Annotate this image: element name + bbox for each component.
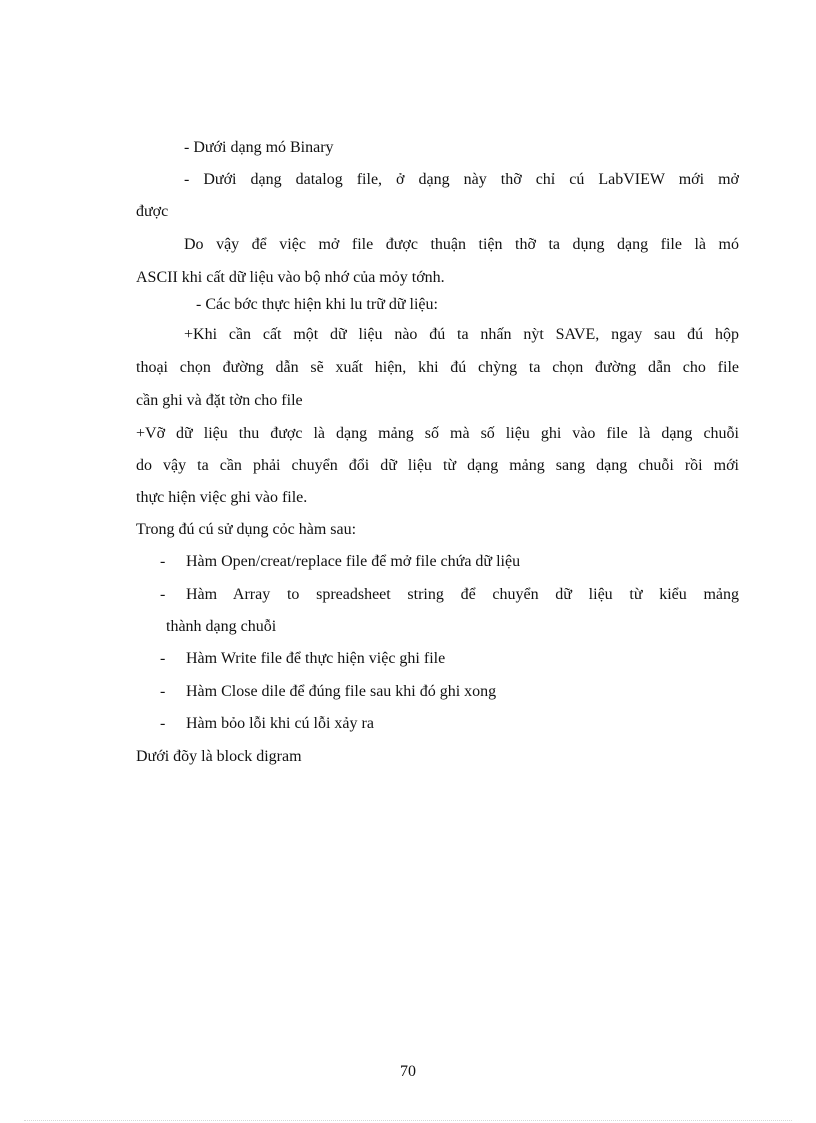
list-item: Hàm bỏo lỗi khi cú lỗi xảy ra — [186, 715, 374, 732]
text-line: thực hiện việc ghi vào file. — [136, 489, 308, 506]
list-item: Hàm Write file để thực hiện việc ghi file — [186, 650, 446, 667]
list-item: Hàm Open/creat/replace file để mở file chứa dữ liệu — [186, 553, 521, 570]
text-line: được — [136, 203, 169, 220]
list-item-continuation: thành dạng chuỗi — [166, 618, 277, 635]
page-number: 70 — [400, 1063, 416, 1080]
text-line: thoại chọn đường dẫn sẽ xuất hiện, khi đú chỳng ta chọn đường dẫn cho file — [136, 359, 739, 376]
bullet-dash: - — [160, 715, 166, 732]
text-line: cần ghi và đặt tờn cho file — [136, 392, 303, 409]
bullet-dash: - — [160, 683, 166, 700]
text-line: +Khi cần cất một dữ liệu nào đú ta nhấn nỳt SAVE, ngay sau đú hộp — [184, 326, 739, 343]
text-line: - Dưới dạng mó Binary — [184, 139, 334, 156]
text-line: Dưới đõy là block digram — [136, 748, 302, 765]
page-divider — [24, 1120, 792, 1121]
bullet-dash: - — [160, 553, 166, 570]
text-line: Do vậy để việc mở file được thuận tiện thỡ ta dụng dạng file là mó — [184, 236, 739, 253]
text-line: - Các bớc thực hiện khi lu trữ dữ liệu: — [196, 296, 438, 313]
bullet-dash: - — [160, 650, 166, 667]
list-item: Hàm Array to spreadsheet string để chuyển dữ liệu từ kiểu mảng — [186, 586, 739, 603]
text-line: - Dưới dạng datalog file, ở dạng này thỡ chỉ cú LabVIEW mới mở — [184, 171, 739, 188]
text-line: Trong đú cú sử dụng cỏc hàm sau: — [136, 521, 357, 538]
list-item: Hàm Close dile để đúng file sau khi đó ghi xong — [186, 683, 497, 700]
text-line: do vậy ta cần phải chuyển đổi dữ liệu từ dạng mảng sang dạng chuỗi rồi mới — [136, 457, 739, 474]
text-line: +Vỡ dữ liệu thu được là dạng mảng số mà số liệu ghi vào file là dạng chuỗi — [136, 425, 739, 442]
text-line: ASCII khi cất dữ liệu vào bộ nhớ của mỏy tớnh. — [136, 269, 445, 286]
bullet-dash: - — [160, 586, 166, 603]
